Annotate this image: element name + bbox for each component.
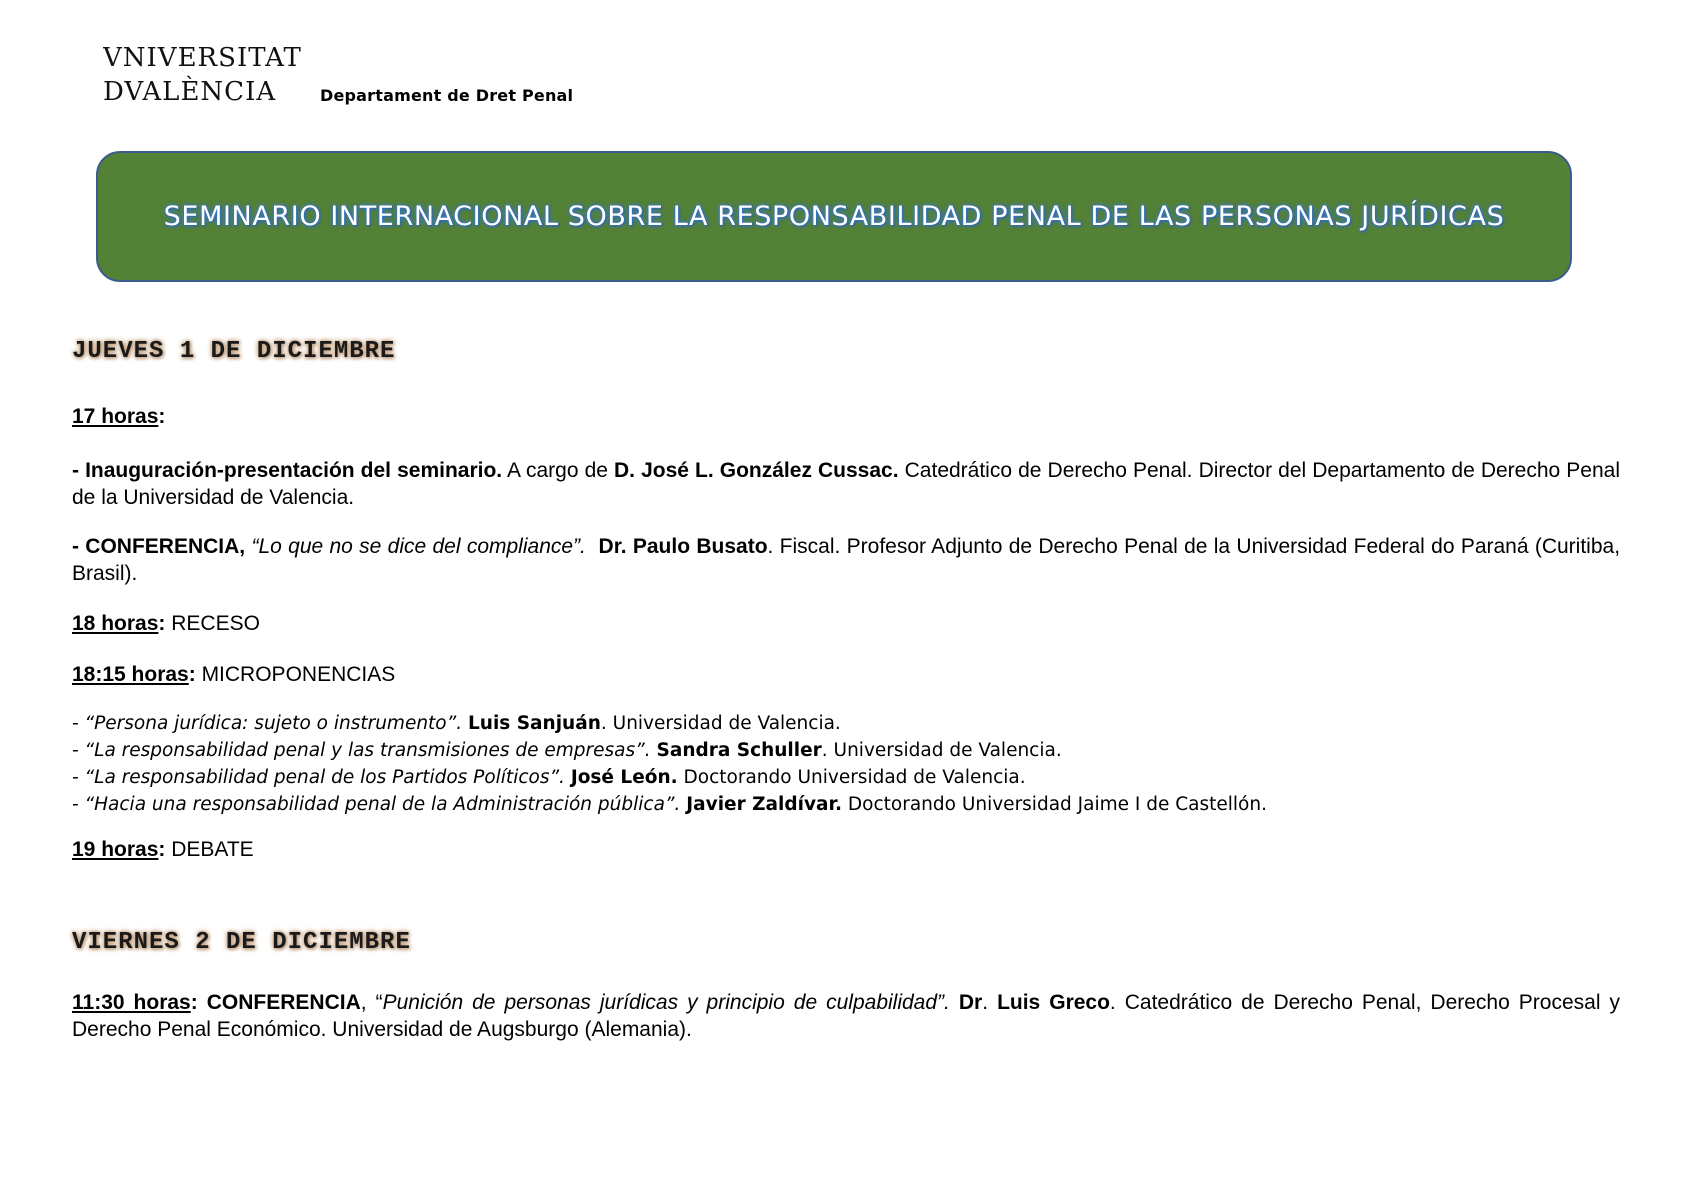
list-item: - “La responsabilidad penal de los Partidos Políticos”. José León. Doctorando Universidad de Valencia. — [72, 767, 1026, 788]
hour-label: 18:15 horas — [72, 663, 189, 686]
slot-17h: 17 horas: — [72, 405, 166, 428]
slot-19h: 19 horas: DEBATE — [72, 838, 254, 861]
logo-line-1: VNIVERSITAT — [103, 43, 302, 73]
inauguration-paragraph: - Inauguración-presentación del seminario. A cargo de D. José L. González Cussac. Catedrático de Derecho Penal. Director del Departamento de Derecho Penal de la Universidad de Valencia. — [72, 459, 1620, 509]
universitat-de-valencia-logo — [103, 40, 303, 104]
conference-title: “Lo que no se dice del compliance”. — [251, 535, 586, 558]
seminar-title: SEMINARIO INTERNACIONAL SOBRE LA RESPONSABILIDAD PENAL DE LAS PERSONAS JURÍDICAS — [163, 201, 1505, 232]
conference-speaker: Luis Greco — [997, 991, 1110, 1014]
logo-line-2: DVALÈNCIA — [103, 77, 277, 104]
hour-label: 19 horas — [72, 838, 159, 861]
inauguration-title: - Inauguración-presentación del seminario. — [72, 459, 503, 482]
conference-label: - CONFERENCIA, — [72, 535, 246, 558]
slot-1815h: 18:15 horas: MICROPONENCIAS — [72, 663, 396, 686]
seminar-banner — [96, 151, 1572, 282]
conference-paragraph-1: - CONFERENCIA, “Lo que no se dice del compliance”. Dr. Paulo Busato. Fiscal. Profesor Adjunto de Derecho Penal de la Universidad Federal do Paraná (Curitiba, Brasil). — [72, 535, 1621, 585]
list-item: - “La responsabilidad penal y las transmisiones de empresas”. Sandra Schuller. Universidad de Valencia. — [72, 740, 1062, 761]
department-name: Departament de Dret Penal — [320, 86, 574, 105]
conference-title: Punición de personas jurídicas y principio de culpabilidad”. — [382, 991, 950, 1014]
micro-list — [72, 710, 1620, 818]
slot-18h: 18 horas: RECESO — [72, 612, 260, 635]
list-item: - “Persona jurídica: sujeto o instrumento”. Luis Sanjuán. Universidad de Valencia. — [72, 713, 841, 734]
conference-label: CONFERENCIA — [206, 991, 361, 1014]
list-item: - “Hacia una responsabilidad penal de la Administración pública”. Javier Zaldívar. Doctorando Universidad Jaime I de Castellón. — [72, 794, 1267, 815]
conference-paragraph-2: 11:30 horas: CONFERENCIA, “Punición de personas jurídicas y principio de culpabilidad”. Dr. Luis Greco. Catedrático de Derecho Penal, Derecho Procesal y Derecho Penal Económico. Universidad de Augsburgo (Alemania). — [72, 991, 1620, 1041]
conference-speaker: Dr. Paulo Busato — [598, 535, 768, 558]
hour-label: 18 horas — [72, 612, 159, 635]
day1-heading: JUEVES 1 DE DICIEMBRE — [72, 338, 396, 365]
hour-label: 17 horas — [72, 405, 159, 428]
day2-heading: VIERNES 2 DE DICIEMBRE — [72, 929, 411, 956]
hour-label: 11:30 horas — [72, 991, 191, 1014]
inauguration-speaker: D. José L. González Cussac. — [614, 459, 899, 482]
